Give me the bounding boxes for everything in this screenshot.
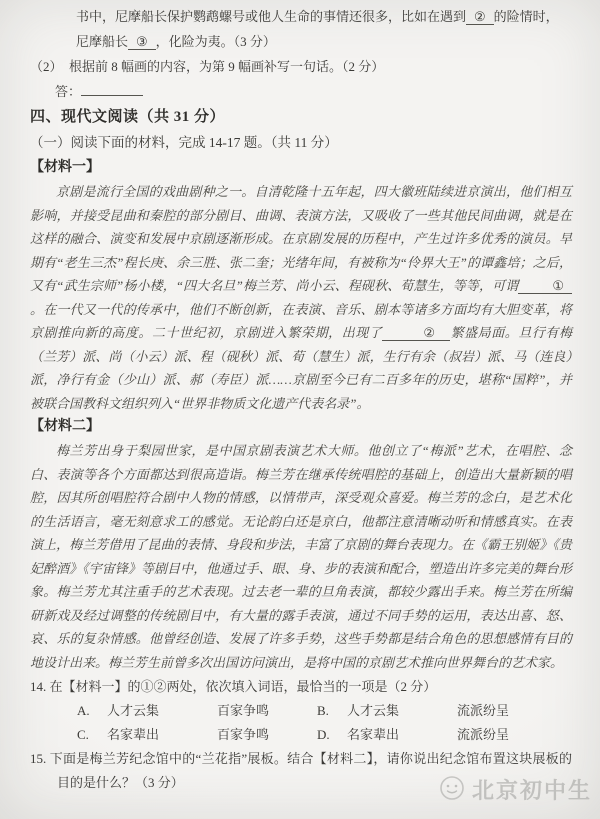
continuation-line-2 [76, 29, 572, 54]
option-c [77, 723, 317, 747]
material1-blank-2 [382, 326, 450, 341]
circled-number-2: ② [474, 9, 486, 24]
watermark-text: 北京初中生 [471, 778, 592, 803]
option-d [317, 723, 557, 747]
circled-number-3: ③ [136, 34, 148, 49]
fill-blank-2 [466, 10, 494, 25]
option-a-word1: 人才云集 [107, 703, 160, 718]
material1-header: 【材料一】 [30, 160, 100, 175]
section-title: 四、现代文阅读（共 31 分） [30, 109, 226, 125]
continuation-text-3: 尼摩船长 [76, 34, 129, 49]
option-c-label: C. [77, 727, 89, 742]
material1-blank-1 [518, 279, 572, 294]
circled-number-1: ① [552, 278, 564, 293]
option-d-word2: 流派纷呈 [457, 727, 510, 742]
answer-label: 答： [55, 84, 82, 99]
continuation-text-4: ，化险为夷。（3 分） [155, 34, 276, 49]
material2-header: 【材料二】 [30, 419, 100, 434]
option-a-label: A. [77, 703, 90, 718]
continuation-text-1: 书中，尼摩船长保护鹦鹉螺号或他人生命的事情还很多，比如在遇到 [76, 9, 467, 24]
continuation-text-2: 的险情时， [493, 9, 559, 24]
fill-blank-3 [128, 35, 156, 50]
material2-paragraph: 梅兰芳出身于梨园世家，是中国京剧表演艺术大师。他创立了“梅派”艺术，在唱腔、念白、表演等各个方面都达到很高造诣。梅兰芳在继承传统唱腔的基础上，创造出大量新颖的唱腔，因其所创唱腔符合剧中人物的情感，以情带声，深受观众喜爱。梅兰芳的念白，是艺术化的生活语言，毫无刻意求工的感觉。无论韵白还是京白，他都注意清晰动听和情感真实。在表演上，梅兰芳借用了昆曲的表情、身段和步法，丰富了京剧的舞台表现力。在《霸王别姬》《贵妃醉酒》《宇宙锋》等剧目中，他通过手、眼、身、步的表演和配合，塑造出许多完美的舞台形象。梅兰芳尤其注重手的艺术表现。过去老一辈的旦角表演，都较少露出手来。梅兰芳在所编研新戏及经过调整的传统剧目中，有大量的露手表演，通过不同手势的运用，表达出喜、怒、哀、乐的复杂情感。他曾经创造、发展了许多手势，这些手势都是结合角色的思想感情有目的地设计出来。梅兰芳生前曾多次出国访问演出，是将中国的京剧艺术推向世界舞台的艺术家。 [30, 443, 572, 670]
answer-blank-line [81, 83, 143, 96]
question13-continuation [76, 4, 572, 54]
answer-line [55, 79, 572, 104]
option-c-word1: 名家辈出 [107, 727, 160, 742]
material1-text-3: 繁盛局面。旦行有梅（兰芳）派、尚（小云）派、程（砚秋）派、荀（慧生）派，生行有余（叔岩）派、马（连良）派，净行有金（少山）派、郝（寿臣）派……京剧至今已有二百多年的历史，堪称“国粹”，并被联合国教科文组织列入“世界非物质文化遗产代表名录”。 [30, 325, 572, 411]
question14-options [77, 699, 572, 747]
option-c-word2: 百家争鸣 [217, 727, 270, 742]
question14-stem: 14. 在【材料一】的①②两处，依次填入词语，最恰当的一项是（2 分） [30, 679, 437, 694]
material1-paragraph [30, 180, 572, 415]
question13-sub2: （2） 根据前 8 幅画的内容，为第 9 幅画补写一句话。（2 分） [30, 59, 385, 74]
option-d-word1: 名家辈出 [347, 727, 400, 742]
option-d-label: D. [317, 727, 330, 742]
circled-number-2b: ② [423, 325, 436, 340]
option-b-label: B. [317, 703, 329, 718]
option-a-word2: 百家争鸣 [217, 703, 270, 718]
section-subtitle: （一）阅读下面的材料，完成 14-17 题。（共 11 分） [30, 135, 338, 150]
option-a [77, 699, 317, 723]
option-b-word2: 流派纷呈 [457, 703, 510, 718]
option-b-word1: 人才云集 [347, 703, 400, 718]
material1-text-1: 京剧是流行全国的戏曲剧种之一。自清乾隆十五年起，四大徽班陆续进京演出，他们相互影响，并接受昆曲和秦腔的部分剧目、曲调、表演方法，又吸收了一些其他民间曲调，就是在这样的融合、演变和发展中京剧逐渐形成。在京剧发展的历程中，产生过许多优秀的演员。早期有“老生三杰”程长庚、余三胜、张二奎；光绪年间，有被称为“伶界大王”的谭鑫培；之后，又有“武生宗师”杨小楼，“四大名旦”梅兰芳、尚小云、程砚秋、荀慧生，等等，可谓 [30, 184, 572, 293]
continuation-line-1 [76, 4, 572, 29]
question15-stem: 15. 下面是梅兰芳纪念馆中的“兰花指”展板。结合【材料二】，请你说出纪念馆布置这块展板的目的是什么？（3 分） [30, 751, 572, 790]
material1-text-2: 。在一代又一代的传承中，他们不断创新，在表演、音乐、剧本等诸多方面均有大胆变革，将京剧推向新的高度。二十世纪初，京剧进入繁荣期，出现了 [30, 301, 572, 340]
options-row-1 [77, 699, 572, 723]
option-b [317, 699, 557, 723]
options-row-2 [77, 723, 572, 747]
